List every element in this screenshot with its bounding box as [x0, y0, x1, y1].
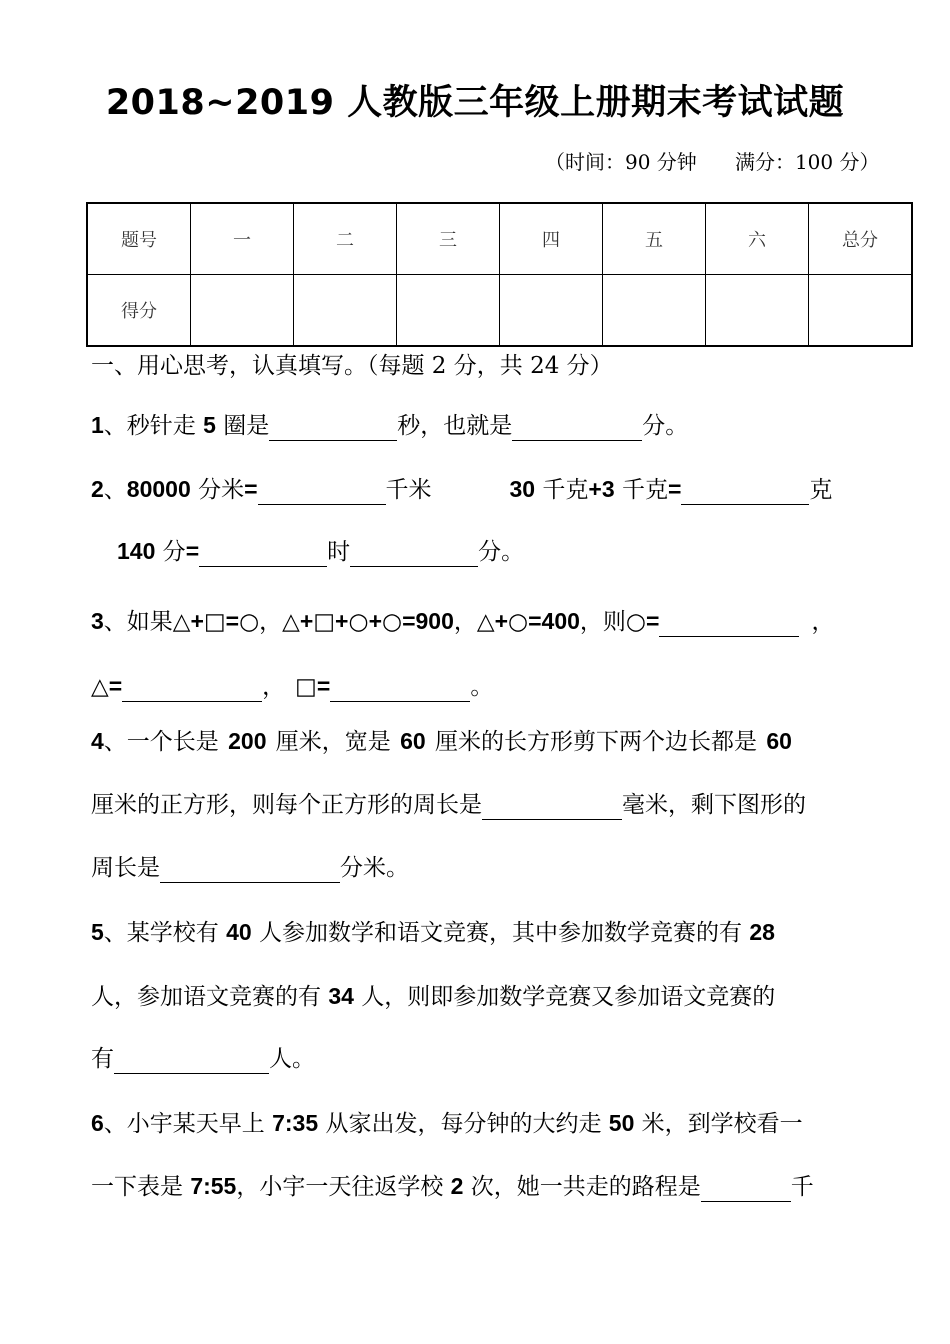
question-text: = — [225, 608, 240, 634]
score-cell[interactable] — [294, 275, 397, 347]
question-text: 人。 — [269, 1046, 315, 1072]
question-text: 米，到学校看一 — [634, 1111, 803, 1137]
question-text: 分米。 — [340, 855, 409, 881]
question-text: 、一个长是 — [103, 729, 229, 755]
answer-blank[interactable] — [681, 478, 809, 505]
question-text: ， — [262, 674, 286, 700]
question-text: 、如果△ — [103, 609, 191, 635]
question-text: ，△ — [453, 609, 495, 635]
question-4-line-3 — [91, 853, 409, 883]
question-text: ○ — [348, 609, 369, 635]
score-table-header-cell: 六 — [706, 203, 809, 275]
question-text: 7:35 — [272, 1110, 319, 1136]
answer-blank[interactable] — [482, 793, 622, 820]
answer-blank[interactable] — [258, 478, 386, 505]
question-text: 1 — [91, 412, 104, 438]
question-text: 34 — [328, 983, 354, 1009]
score-table-header-cell: 二 — [294, 203, 397, 275]
question-text: 200 — [228, 728, 267, 754]
exam-info: （时间：90 分钟 满分：100 分） — [545, 150, 880, 174]
question-text: □ — [313, 609, 336, 635]
question-text: △ — [91, 674, 109, 700]
question-6 — [91, 1108, 803, 1139]
question-text: 分。 — [642, 413, 689, 439]
answer-blank[interactable] — [701, 1175, 791, 1202]
question-2 — [91, 474, 832, 505]
answer-blank[interactable] — [160, 856, 340, 883]
question-text: 有 — [91, 1046, 114, 1072]
question-text: =900 — [402, 608, 454, 634]
question-text: ，则○ — [579, 609, 646, 635]
question-text: 圈是 — [215, 413, 270, 439]
question-text: 28 — [749, 919, 775, 945]
question-text: 4 — [91, 728, 104, 754]
question-text: 50 — [608, 1110, 635, 1136]
question-text: 克 — [809, 477, 833, 503]
question-text: 分。 — [478, 539, 525, 565]
score-cell[interactable] — [191, 275, 294, 347]
question-text: 40 — [226, 919, 252, 945]
question-text: = — [185, 538, 200, 564]
question-text: 毫米，剩下图形的 — [622, 792, 806, 818]
question-text: + — [299, 608, 314, 634]
question-3 — [91, 606, 834, 637]
answer-blank[interactable] — [330, 675, 470, 702]
question-text: ，小宇一天往返学校 — [236, 1174, 451, 1200]
question-5-line-2 — [91, 981, 775, 1012]
question-text: 、秒针走 — [103, 413, 204, 439]
answer-blank[interactable] — [269, 414, 397, 441]
question-text: +3 — [588, 476, 615, 502]
question-text: 。 — [470, 674, 494, 700]
question-text: □ — [203, 609, 226, 635]
question-text: ， — [811, 609, 835, 635]
question-text: 、小宇某天早上 — [103, 1111, 273, 1137]
question-text: ○ — [508, 609, 529, 635]
question-text: 千克 — [614, 477, 668, 503]
score-table-header-cell: 三 — [397, 203, 500, 275]
question-text: 、某学校有 — [103, 920, 227, 946]
question-text: 6 — [91, 1110, 104, 1136]
page-title: 2018~2019 人教版三年级上册期末考试试题 — [105, 83, 845, 123]
score-table-score-row — [87, 275, 912, 347]
question-text: 80000 — [126, 476, 191, 502]
question-text: 周长是 — [91, 855, 160, 881]
score-table-header-row — [87, 203, 912, 275]
section-heading — [91, 351, 613, 381]
score-row-label: 得分 — [87, 275, 191, 347]
answer-blank[interactable] — [122, 675, 262, 702]
question-5-line-3 — [91, 1044, 315, 1074]
question-text: 分 — [155, 539, 186, 565]
question-text: = — [244, 476, 258, 502]
question-text: = — [667, 476, 682, 502]
score-cell[interactable] — [500, 275, 603, 347]
question-text: = — [316, 673, 331, 699]
question-text: 2 — [450, 1173, 464, 1199]
question-text: 时 — [327, 539, 351, 565]
question-text: + — [190, 608, 204, 634]
question-text: 3 — [91, 608, 104, 634]
answer-blank[interactable] — [199, 540, 327, 567]
question-text: 厘米的长方形剪下两个边长都是 — [425, 729, 767, 755]
answer-blank[interactable] — [659, 610, 799, 637]
question-text: 从家出发，每分钟的大约走 — [318, 1111, 609, 1137]
question-text: 千克 — [535, 477, 589, 503]
question-text: 厘米，宽是 — [266, 729, 401, 755]
question-text: 30 — [509, 476, 536, 502]
score-table-header-cell: 五 — [603, 203, 706, 275]
answer-blank[interactable] — [512, 414, 642, 441]
question-text: 5 — [203, 412, 216, 438]
question-text: 一、用心思考，认真填写。（每题 2 分，共 24 分） — [91, 353, 613, 379]
question-4-line-2 — [91, 790, 806, 820]
question-text: 分米 — [190, 477, 245, 503]
question-text: 厘米的正方形，则每个正方形的周长是 — [91, 792, 482, 818]
question-text: ○ — [382, 609, 403, 635]
question-text: □ — [295, 674, 317, 700]
question-text: 千 — [790, 1174, 814, 1200]
score-table-header-cell: 题号 — [87, 203, 191, 275]
question-text: + — [494, 608, 509, 634]
question-text: 千米 — [385, 477, 432, 503]
question-text: 一下表是 — [91, 1174, 191, 1200]
score-cell[interactable] — [603, 275, 706, 347]
question-text: = — [646, 608, 660, 634]
question-2-line-2 — [117, 536, 524, 567]
question-text: 60 — [400, 728, 426, 754]
question-5 — [91, 917, 775, 948]
score-cell[interactable] — [706, 275, 809, 347]
question-text: 60 — [766, 728, 792, 754]
answer-blank[interactable] — [350, 540, 478, 567]
score-cell[interactable] — [397, 275, 500, 347]
question-4 — [91, 726, 792, 757]
score-table — [86, 202, 913, 347]
question-text: = — [108, 673, 123, 699]
question-text: =400 — [528, 608, 580, 634]
question-text: 人，参加语文竞赛的有 — [91, 984, 329, 1010]
question-text: ○，△ — [239, 609, 300, 635]
question-text: 5 — [91, 919, 104, 945]
question-text: 次，她一共走的路程是 — [463, 1174, 701, 1200]
question-text: + — [368, 608, 382, 634]
question-1 — [91, 410, 688, 441]
question-text: 人，则即参加数学竞赛又参加语文竞赛的 — [353, 984, 776, 1010]
answer-blank[interactable] — [114, 1047, 269, 1074]
question-6-line-2 — [91, 1171, 814, 1202]
question-text: 140 — [117, 538, 156, 564]
score-table-header-cell: 四 — [500, 203, 603, 275]
question-text: + — [335, 608, 349, 634]
question-text: 人参加数学和语文竞赛，其中参加数学竞赛的有 — [251, 920, 750, 946]
score-table-header-cell: 一 — [191, 203, 294, 275]
question-3-line-2 — [91, 671, 493, 702]
score-cell[interactable] — [809, 275, 913, 347]
question-text: 7:55 — [190, 1173, 237, 1199]
score-table-header-cell: 总分 — [809, 203, 913, 275]
question-text: 、 — [103, 477, 127, 503]
question-text: 秒，也就是 — [397, 413, 513, 439]
question-text: 2 — [91, 476, 104, 502]
